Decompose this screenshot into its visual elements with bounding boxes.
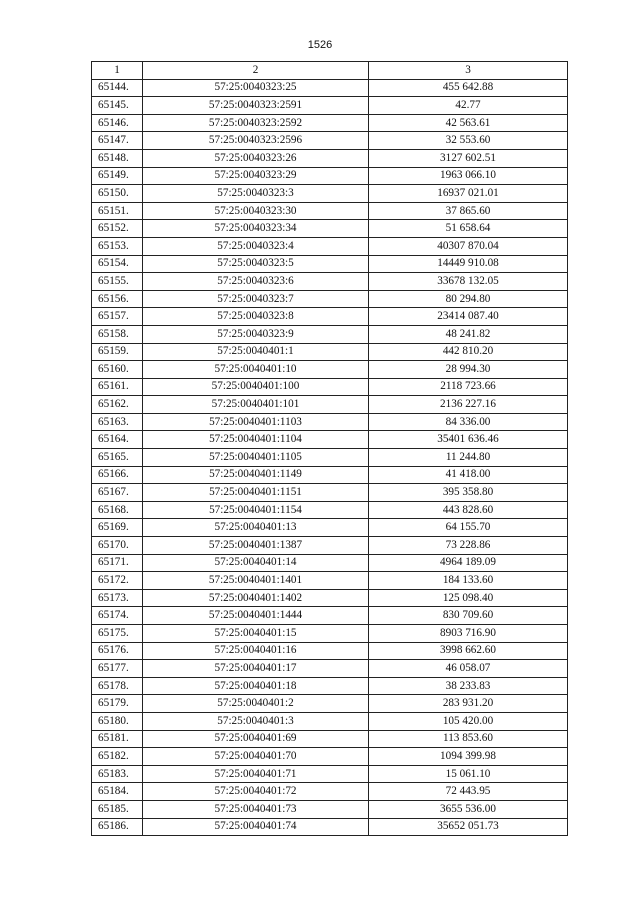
table-row (92, 396, 568, 414)
table-row (92, 660, 568, 678)
row-number-cell: 65173. (92, 589, 143, 607)
cadastral-number-cell: 57:25:0040323:6 (143, 273, 369, 291)
row-number-cell: 65153. (92, 237, 143, 255)
cadastral-value-cell: 35401 636.46 (369, 431, 568, 449)
table-row (92, 519, 568, 537)
row-number-cell: 65177. (92, 660, 143, 678)
cadastral-value-cell: 3998 662.60 (369, 642, 568, 660)
cadastral-number-cell: 57:25:0040401:14 (143, 554, 369, 572)
cadastral-value-cell: 16937 021.01 (369, 185, 568, 203)
cadastral-number-cell: 57:25:0040401:71 (143, 765, 369, 783)
row-number-cell: 65181. (92, 730, 143, 748)
row-number-cell: 65159. (92, 343, 143, 361)
cadastral-number-cell: 57:25:0040323:2592 (143, 114, 369, 132)
row-number-cell: 65156. (92, 290, 143, 308)
row-number-cell: 65150. (92, 185, 143, 203)
row-number-cell: 65184. (92, 783, 143, 801)
cadastral-value-cell: 4964 189.09 (369, 554, 568, 572)
cadastral-value-cell: 2118 723.66 (369, 378, 568, 396)
cadastral-value-cell: 46 058.07 (369, 660, 568, 678)
cadastral-value-cell: 84 336.00 (369, 413, 568, 431)
table-row (92, 185, 568, 203)
row-number-cell: 65171. (92, 554, 143, 572)
header-column-3: 3 (369, 62, 568, 80)
cadastral-value-cell: 37 865.60 (369, 202, 568, 220)
cadastral-value-cell: 41 418.00 (369, 466, 568, 484)
cadastral-value-cell: 72 443.95 (369, 783, 568, 801)
cadastral-number-cell: 57:25:0040323:5 (143, 255, 369, 273)
cadastral-number-cell: 57:25:0040401:13 (143, 519, 369, 537)
table-row (92, 325, 568, 343)
cadastral-value-cell: 830 709.60 (369, 607, 568, 625)
table-row (92, 625, 568, 643)
cadastral-number-cell: 57:25:0040401:1105 (143, 449, 369, 467)
cadastral-number-cell: 57:25:0040401:72 (143, 783, 369, 801)
row-number-cell: 65161. (92, 378, 143, 396)
row-number-cell: 65154. (92, 255, 143, 273)
row-number-cell: 65170. (92, 537, 143, 555)
cadastral-value-cell: 80 294.80 (369, 290, 568, 308)
cadastral-value-cell: 283 931.20 (369, 695, 568, 713)
cadastral-value-cell: 105 420.00 (369, 712, 568, 730)
table-row (92, 484, 568, 502)
table-row (92, 818, 568, 836)
row-number-cell: 65166. (92, 466, 143, 484)
cadastral-number-cell: 57:25:0040401:18 (143, 677, 369, 695)
cadastral-value-cell: 40307 870.04 (369, 237, 568, 255)
cadastral-number-cell: 57:25:0040323:26 (143, 149, 369, 167)
cadastral-value-cell: 3127 602.51 (369, 149, 568, 167)
cadastral-value-cell: 11 244.80 (369, 449, 568, 467)
cadastral-number-cell: 57:25:0040401:15 (143, 625, 369, 643)
table-row (92, 783, 568, 801)
table-row (92, 431, 568, 449)
cadastral-value-cell: 3655 536.00 (369, 800, 568, 818)
cadastral-number-cell: 57:25:0040323:29 (143, 167, 369, 185)
table-row (92, 79, 568, 97)
table-row (92, 501, 568, 519)
cadastral-number-cell: 57:25:0040401:70 (143, 748, 369, 766)
row-number-cell: 65158. (92, 325, 143, 343)
cadastral-value-cell: 2136 227.16 (369, 396, 568, 414)
table-row (92, 97, 568, 115)
row-number-cell: 65157. (92, 308, 143, 326)
cadastral-value-cell: 395 358.80 (369, 484, 568, 502)
table-row (92, 220, 568, 238)
cadastral-value-cell: 15 061.10 (369, 765, 568, 783)
cadastral-value-cell: 14449 910.08 (369, 255, 568, 273)
row-number-cell: 65182. (92, 748, 143, 766)
cadastral-number-cell: 57:25:0040323:7 (143, 290, 369, 308)
cadastral-value-cell: 455 642.88 (369, 79, 568, 97)
table-row (92, 149, 568, 167)
row-number-cell: 65176. (92, 642, 143, 660)
cadastral-value-cell: 1963 066.10 (369, 167, 568, 185)
cadastral-number-cell: 57:25:0040323:25 (143, 79, 369, 97)
table-row (92, 589, 568, 607)
row-number-cell: 65183. (92, 765, 143, 783)
row-number-cell: 65180. (92, 712, 143, 730)
table-row (92, 237, 568, 255)
cadastral-number-cell: 57:25:0040401:17 (143, 660, 369, 678)
cadastral-value-cell: 38 233.83 (369, 677, 568, 695)
cadastral-value-cell: 35652 051.73 (369, 818, 568, 836)
table-row (92, 677, 568, 695)
cadastral-number-cell: 57:25:0040401:1402 (143, 589, 369, 607)
cadastral-number-cell: 57:25:0040401:100 (143, 378, 369, 396)
cadastral-value-cell: 48 241.82 (369, 325, 568, 343)
cadastral-number-cell: 57:25:0040323:8 (143, 308, 369, 326)
row-number-cell: 65149. (92, 167, 143, 185)
cadastral-value-cell: 64 155.70 (369, 519, 568, 537)
table-row (92, 413, 568, 431)
cadastral-number-cell: 57:25:0040401:1103 (143, 413, 369, 431)
header-row (92, 62, 568, 80)
cadastral-number-cell: 57:25:0040401:1104 (143, 431, 369, 449)
row-number-cell: 65185. (92, 800, 143, 818)
row-number-cell: 65174. (92, 607, 143, 625)
cadastral-number-cell: 57:25:0040323:34 (143, 220, 369, 238)
row-number-cell: 65146. (92, 114, 143, 132)
cadastral-value-cell: 113 853.60 (369, 730, 568, 748)
cadastral-number-cell: 57:25:0040401:16 (143, 642, 369, 660)
cadastral-number-cell: 57:25:0040401:1 (143, 343, 369, 361)
cadastral-value-cell: 8903 716.90 (369, 625, 568, 643)
cadastral-value-cell: 28 994.30 (369, 361, 568, 379)
cadastral-number-cell: 57:25:0040323:3 (143, 185, 369, 203)
header-column-2: 2 (143, 62, 369, 80)
row-number-cell: 65164. (92, 431, 143, 449)
table-header (92, 62, 568, 80)
row-number-cell: 65178. (92, 677, 143, 695)
table-row (92, 361, 568, 379)
cadastral-value-cell: 23414 087.40 (369, 308, 568, 326)
table-row (92, 730, 568, 748)
row-number-cell: 65144. (92, 79, 143, 97)
table-row (92, 273, 568, 291)
row-number-cell: 65167. (92, 484, 143, 502)
table-row (92, 449, 568, 467)
cadastral-number-cell: 57:25:0040401:101 (143, 396, 369, 414)
row-number-cell: 65186. (92, 818, 143, 836)
row-number-cell: 65162. (92, 396, 143, 414)
row-number-cell: 65172. (92, 572, 143, 590)
row-number-cell: 65175. (92, 625, 143, 643)
table-row (92, 537, 568, 555)
table-row (92, 343, 568, 361)
table-row (92, 290, 568, 308)
row-number-cell: 65147. (92, 132, 143, 150)
cadastral-value-cell: 42 563.61 (369, 114, 568, 132)
cadastral-number-cell: 57:25:0040401:1154 (143, 501, 369, 519)
cadastral-number-cell: 57:25:0040323:9 (143, 325, 369, 343)
cadastral-value-cell: 184 133.60 (369, 572, 568, 590)
row-number-cell: 65169. (92, 519, 143, 537)
cadastral-number-cell: 57:25:0040323:2591 (143, 97, 369, 115)
table-row (92, 607, 568, 625)
row-number-cell: 65165. (92, 449, 143, 467)
cadastral-value-cell: 73 228.86 (369, 537, 568, 555)
table-row (92, 765, 568, 783)
table-row (92, 572, 568, 590)
table-row (92, 167, 568, 185)
table-row (92, 308, 568, 326)
table-row (92, 132, 568, 150)
row-number-cell: 65151. (92, 202, 143, 220)
cadastral-value-cell: 442 810.20 (369, 343, 568, 361)
cadastral-value-cell: 125 098.40 (369, 589, 568, 607)
cadastral-value-cell: 51 658.64 (369, 220, 568, 238)
cadastral-number-cell: 57:25:0040401:73 (143, 800, 369, 818)
cadastral-number-cell: 57:25:0040323:2596 (143, 132, 369, 150)
table-row (92, 748, 568, 766)
row-number-cell: 65160. (92, 361, 143, 379)
table-row (92, 114, 568, 132)
header-column-1: 1 (92, 62, 143, 80)
cadastral-value-cell: 443 828.60 (369, 501, 568, 519)
row-number-cell: 65179. (92, 695, 143, 713)
row-number-cell: 65148. (92, 149, 143, 167)
cadastral-number-cell: 57:25:0040401:3 (143, 712, 369, 730)
cadastral-number-cell: 57:25:0040401:1401 (143, 572, 369, 590)
row-number-cell: 65163. (92, 413, 143, 431)
cadastral-number-cell: 57:25:0040401:69 (143, 730, 369, 748)
row-number-cell: 65152. (92, 220, 143, 238)
cadastral-number-cell: 57:25:0040401:74 (143, 818, 369, 836)
table-row (92, 554, 568, 572)
page-number: 1526 (307, 39, 333, 51)
cadastral-number-cell: 57:25:0040401:1151 (143, 484, 369, 502)
row-number-cell: 65155. (92, 273, 143, 291)
table-row (92, 466, 568, 484)
table-row (92, 378, 568, 396)
cadastral-number-cell: 57:25:0040401:10 (143, 361, 369, 379)
cadastral-value-table (91, 61, 568, 836)
row-number-cell: 65145. (92, 97, 143, 115)
table-row (92, 695, 568, 713)
cadastral-value-cell: 33678 132.05 (369, 273, 568, 291)
cadastral-number-cell: 57:25:0040323:4 (143, 237, 369, 255)
table-row (92, 255, 568, 273)
table-body (92, 79, 568, 836)
cadastral-number-cell: 57:25:0040401:1149 (143, 466, 369, 484)
cadastral-number-cell: 57:25:0040401:2 (143, 695, 369, 713)
cadastral-value-cell: 32 553.60 (369, 132, 568, 150)
table-row (92, 202, 568, 220)
cadastral-number-cell: 57:25:0040401:1387 (143, 537, 369, 555)
table-row (92, 712, 568, 730)
cadastral-number-cell: 57:25:0040401:1444 (143, 607, 369, 625)
cadastral-value-cell: 42.77 (369, 97, 568, 115)
row-number-cell: 65168. (92, 501, 143, 519)
table-row (92, 800, 568, 818)
cadastral-value-cell: 1094 399.98 (369, 748, 568, 766)
cadastral-number-cell: 57:25:0040323:30 (143, 202, 369, 220)
table-row (92, 642, 568, 660)
